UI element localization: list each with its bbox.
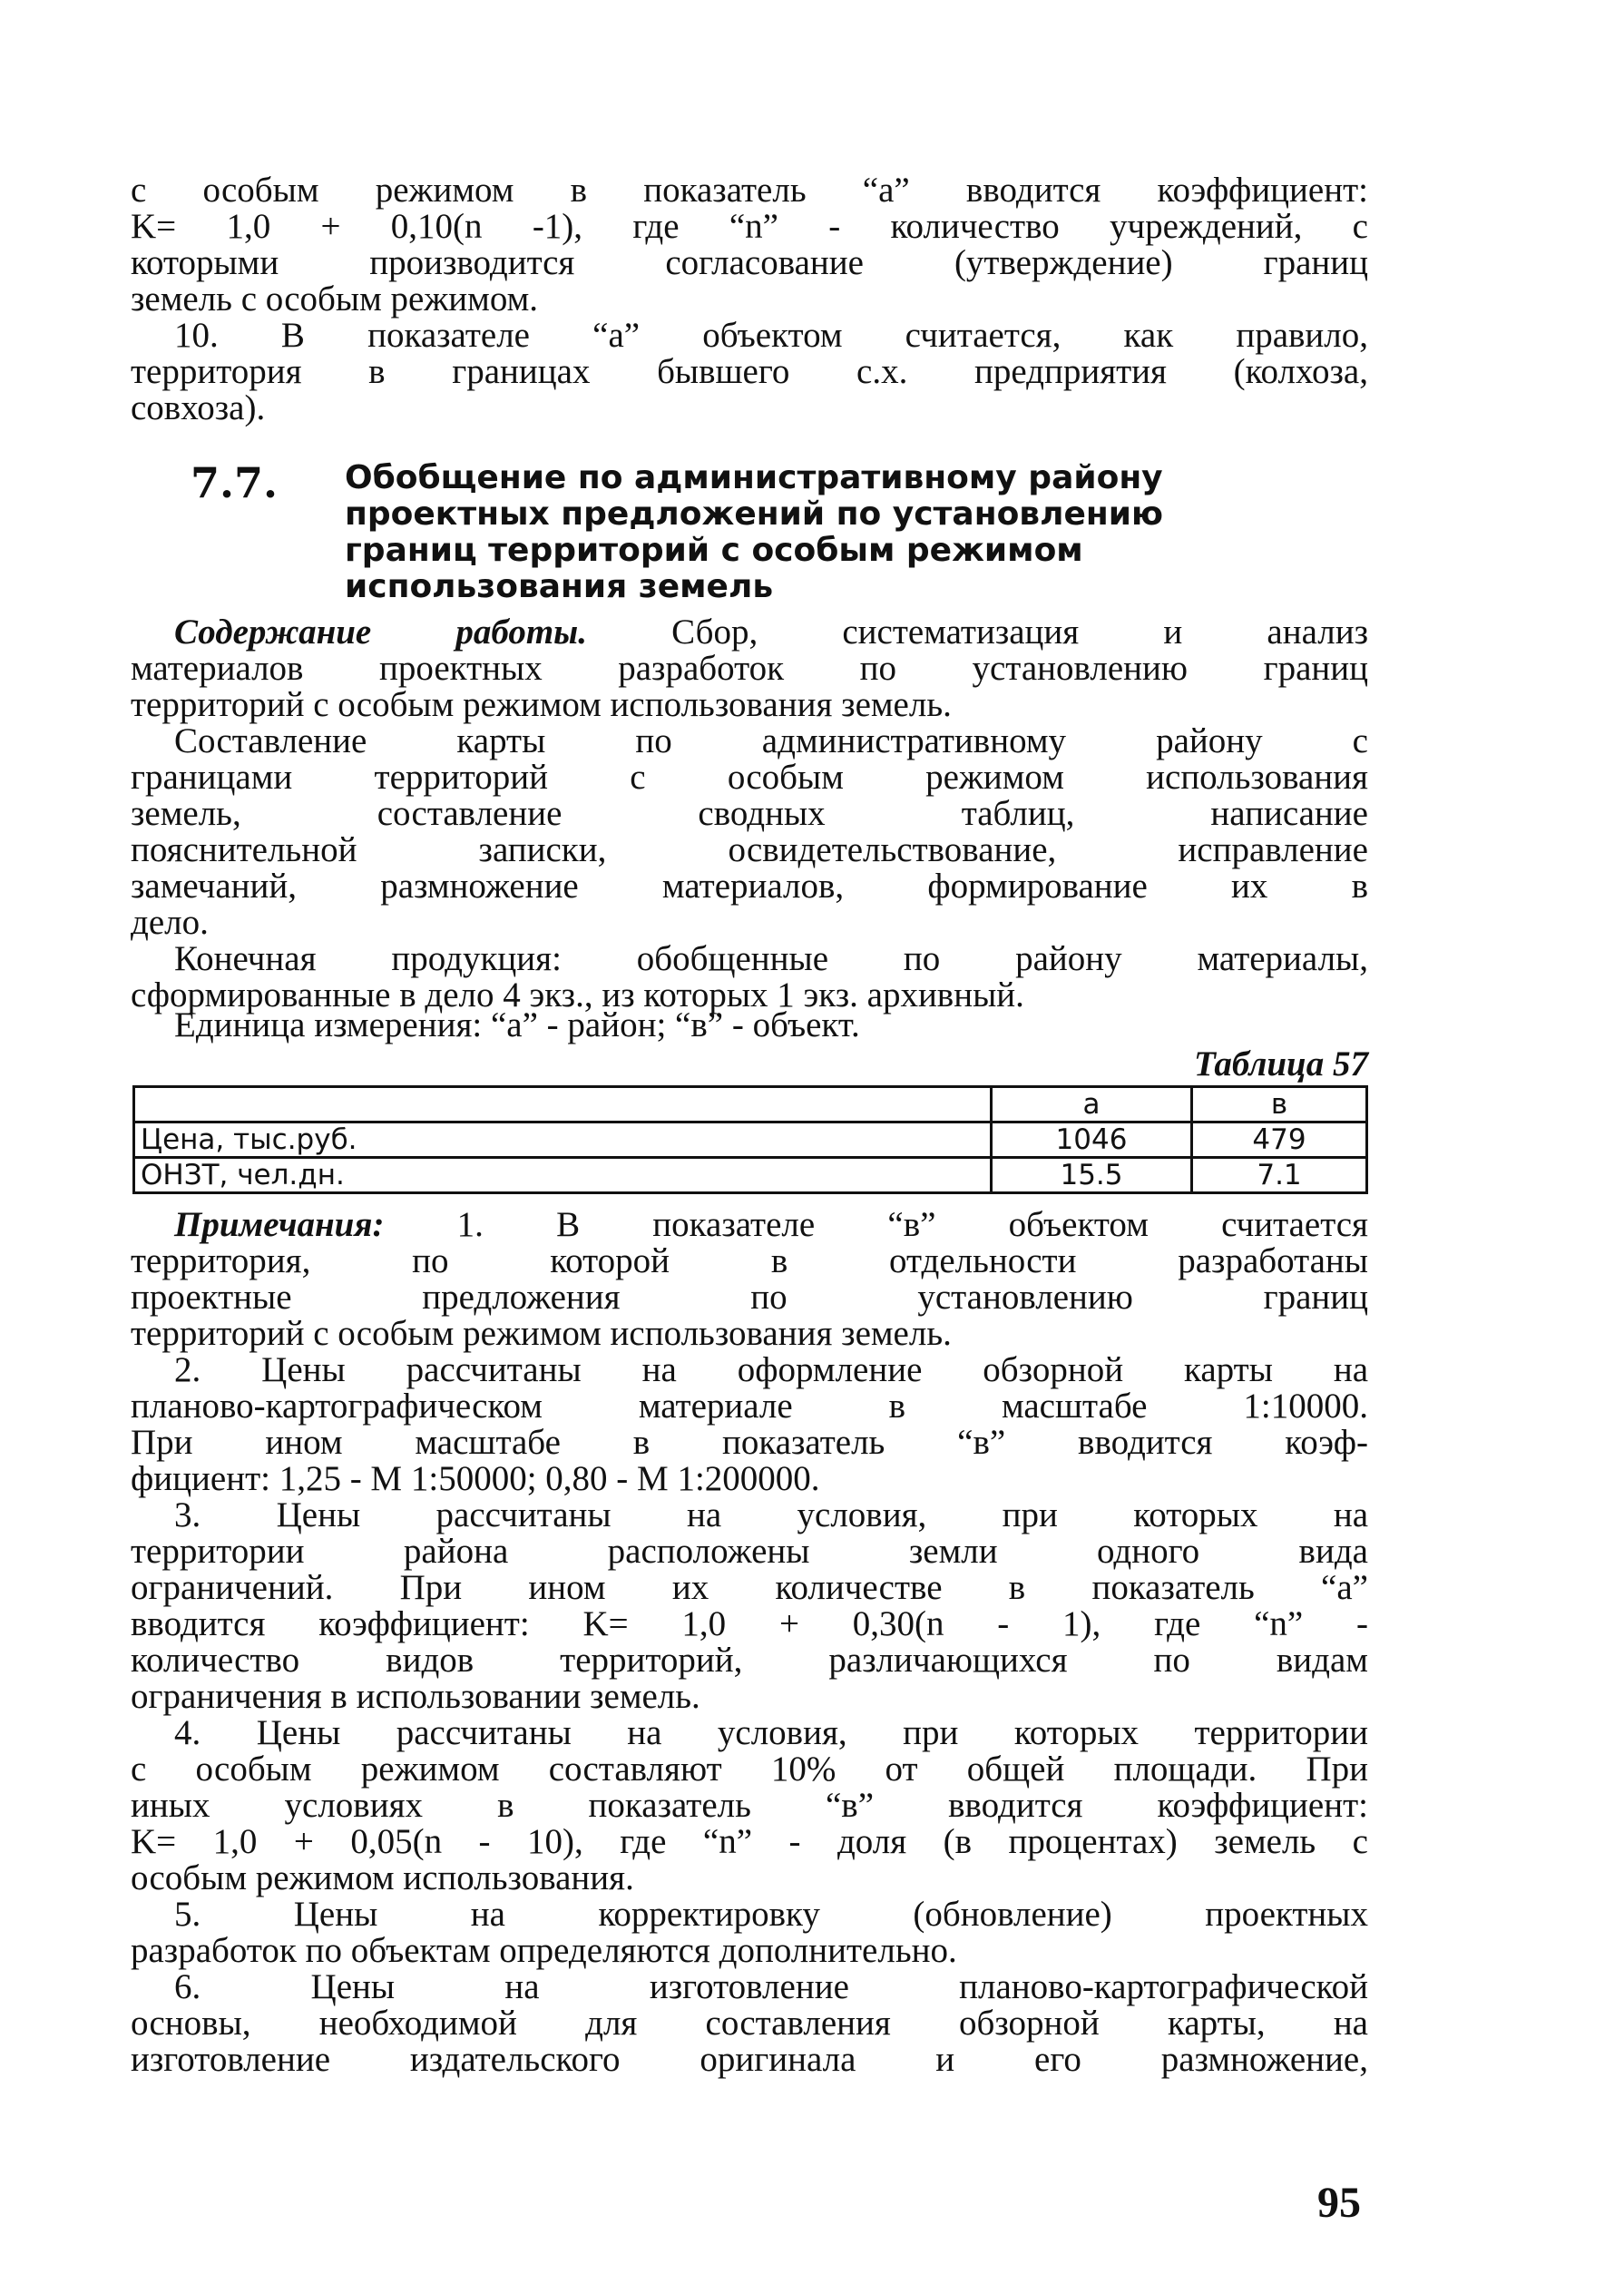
text-line: сформированные в дело 4 экз., из которых 1 экз. архивный. — [131, 975, 1024, 1015]
text-line: Составление карты по административному району с — [174, 721, 1368, 760]
text-line: 5. Цены на корректировку (обновление) проектных — [174, 1895, 1368, 1934]
text-line: ограничений. При ином их количестве в показатель “а” — [131, 1568, 1368, 1607]
section-title — [345, 460, 1163, 605]
section-title-line: проектных предложений по установлению — [345, 495, 1163, 533]
page-number: 95 — [1317, 2179, 1361, 2227]
table-cell: 7.1 — [1192, 1158, 1367, 1193]
note-3-paragraph — [131, 1497, 1368, 1715]
text-line — [131, 1207, 1368, 1243]
table-row — [134, 1122, 1367, 1158]
intro-paragraph — [131, 172, 1368, 318]
table-cell: 15.5 — [992, 1158, 1192, 1193]
table-cell: 479 — [1192, 1122, 1367, 1158]
work-content-paragraph — [131, 614, 1368, 723]
text-line: проектные предложения по установлению границ — [131, 1278, 1368, 1317]
text-line: 6. Цены на изготовление планово-картографической — [174, 1967, 1368, 2006]
text-line: земель с особым режимом. — [131, 279, 539, 319]
text-line — [131, 614, 1368, 651]
text-line: 2. Цены рассчитаны на оформление обзорной карты на — [174, 1350, 1368, 1389]
notes-label: Примечания: — [174, 1205, 385, 1244]
text-line: территорий с особым режимом использования земель. — [131, 1314, 952, 1353]
text-line: фициент: 1,25 - М 1:50000; 0,80 - М 1:200000. — [131, 1459, 820, 1498]
text-line: с особым режимом в показатель “а” вводится коэффициент: — [131, 171, 1368, 210]
text-line: 4. Цены рассчитаны на условия, при которых территории — [174, 1713, 1368, 1752]
text-line: территории района расположены земли одного вида — [131, 1532, 1368, 1571]
table-caption: Таблица 57 — [1193, 1044, 1368, 1083]
section-title-line: границ территорий с особым режимом — [345, 532, 1083, 569]
table-cell: 1046 — [992, 1122, 1192, 1158]
unit-paragraph — [131, 1007, 1368, 1044]
text-line: дело. — [131, 903, 209, 942]
note-1-paragraph — [131, 1207, 1368, 1352]
table-header-cell: в — [1192, 1087, 1367, 1122]
note-4-paragraph — [131, 1715, 1368, 1897]
text-line: планово-картографическом материале в масштабе 1:10000. — [131, 1387, 1368, 1426]
table-header-cell: а — [992, 1087, 1192, 1122]
text-line: ограничения в использовании земель. — [131, 1677, 700, 1716]
text-line: пояснительной записки, освидетельствование, исправление — [131, 830, 1368, 869]
product-paragraph — [131, 941, 1368, 1014]
text-line: иных условиях в показатель “в” вводится коэффициент: — [131, 1786, 1368, 1825]
text-line: разработок по объектам определяются дополнительно. — [131, 1931, 957, 1970]
text-line: изготовление издательского оригинала и его размножение, — [131, 2040, 1368, 2079]
text-line: количество видов территорий, различающихся по видам — [131, 1641, 1368, 1680]
note-2-paragraph — [131, 1352, 1368, 1497]
note-6-paragraph — [131, 1969, 1368, 2078]
text-line: с особым режимом составляют 10% от общей площади. При — [131, 1750, 1368, 1789]
table-header-row — [134, 1087, 1367, 1122]
text-line: совхоза). — [131, 388, 266, 427]
text-line: территорий с особым режимом использования земель. — [131, 685, 952, 724]
text-line: Единица измерения: “а” - район; “в” - объект. — [174, 1005, 860, 1044]
text-line: 3. Цены рассчитаны на условия, при которых на — [174, 1495, 1368, 1534]
text-line: границами территорий с особым режимом использования — [131, 758, 1368, 797]
table-cell: ОНЗТ, чел.дн. — [134, 1158, 992, 1193]
section-number: 7.7. — [191, 458, 279, 507]
price-table — [132, 1085, 1368, 1194]
section-title-line: использования земель — [345, 568, 774, 605]
text-line: которыми производится согласование (утверждение) границ — [131, 243, 1368, 282]
notes-text: 1. В показателе “в” объектом считается — [384, 1205, 1368, 1244]
text-line: основы, необходимой для составления обзорной карты, на — [131, 2004, 1368, 2043]
compose-paragraph — [131, 723, 1368, 941]
text-line: материалов проектных разработок по установлению границ — [131, 649, 1368, 688]
item-10-paragraph — [131, 318, 1368, 426]
table-cell: Цена, тыс.руб. — [134, 1122, 992, 1158]
text-line: 10. В показателе “а” объектом считается, как правило, — [174, 316, 1368, 355]
text-line: K= 1,0 + 0,10(n -1), где “n” - количество учреждений, с — [131, 207, 1368, 246]
work-content-text: Сбор, систематизация и анализ — [586, 613, 1368, 652]
note-5-paragraph — [131, 1897, 1368, 1969]
text-line: земель, составление сводных таблиц, написание — [131, 794, 1368, 833]
table-row — [134, 1158, 1367, 1193]
text-line: K= 1,0 + 0,05(n - 10), где “n” - доля (в процентах) земель с — [131, 1822, 1368, 1861]
text-line: замечаний, размножение материалов, формирование их в — [131, 867, 1368, 906]
text-line: вводится коэффициент: K= 1,0 + 0,30(n - 1), где “n” - — [131, 1604, 1368, 1643]
text-line: При ином масштабе в показатель “в” вводится коэф- — [131, 1423, 1368, 1462]
text-line: территория в границах бывшего с.х. предприятия (колхоза, — [131, 352, 1368, 391]
text-line: Конечная продукция: обобщенные по району материалы, — [174, 939, 1368, 978]
text-line: территория, по которой в отдельности разработаны — [131, 1241, 1368, 1280]
table-header-cell — [134, 1087, 992, 1122]
section-title-line: Обобщение по административному району — [345, 459, 1163, 496]
work-content-label: Содержание работы. — [174, 613, 587, 652]
text-line: особым режимом использования. — [131, 1858, 634, 1897]
